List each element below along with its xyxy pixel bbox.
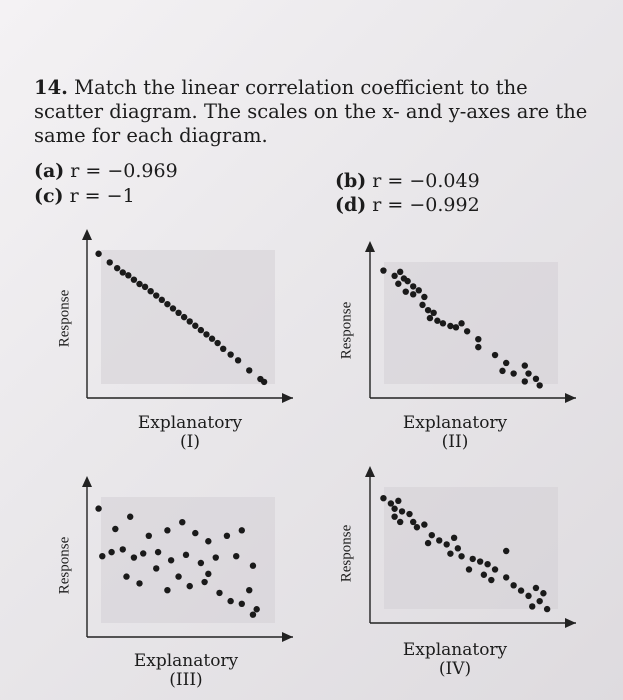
data-point: [544, 606, 550, 612]
data-point: [492, 566, 498, 572]
data-point: [175, 573, 181, 579]
data-point: [224, 533, 230, 539]
data-point: [123, 573, 129, 579]
data-point: [261, 379, 267, 385]
x-axis-arrow: [282, 393, 293, 403]
data-point: [142, 284, 148, 290]
data-point: [391, 273, 397, 279]
data-point: [187, 318, 193, 324]
data-point: [406, 511, 412, 517]
data-point: [159, 297, 165, 303]
choice-a-label: (a): [34, 160, 65, 182]
plot-iii-ylabel: Response: [56, 536, 73, 595]
data-point: [430, 310, 436, 316]
data-point: [503, 360, 509, 366]
data-point: [140, 550, 146, 556]
data-point: [164, 587, 170, 593]
choice-d: [335, 194, 480, 216]
data-point: [525, 593, 531, 599]
data-point: [503, 574, 509, 580]
y-axis-arrow: [82, 229, 92, 240]
data-point: [510, 370, 516, 376]
data-point: [399, 508, 405, 514]
data-point: [416, 287, 422, 293]
data-point: [239, 601, 245, 607]
data-point: [246, 367, 252, 373]
data-point: [227, 351, 233, 357]
data-point: [481, 572, 487, 578]
plot-shading: [384, 487, 558, 609]
data-point: [388, 500, 394, 506]
data-point: [522, 378, 528, 384]
problem-text: Match the linear correlation coefficient to the scatter diagram. The scales on the x- and y-axes are the same for each diagram.: [34, 76, 588, 147]
data-point: [164, 527, 170, 533]
data-point: [95, 251, 101, 257]
data-point: [131, 554, 137, 560]
choice-b: [335, 170, 480, 192]
data-point: [209, 336, 215, 342]
data-point: [499, 368, 505, 374]
plot-i-caption: (I): [180, 432, 200, 452]
data-point: [503, 548, 509, 554]
x-axis-arrow: [282, 632, 293, 642]
data-point: [183, 552, 189, 558]
data-point: [453, 324, 459, 330]
scatter-plot-ii: [338, 240, 578, 408]
data-point: [127, 514, 133, 520]
scatter-svg-iv: [338, 465, 578, 633]
data-point: [203, 331, 209, 337]
plot-i-xlabel: [110, 414, 270, 452]
data-point: [108, 549, 114, 555]
plot-ii-xlabel: [375, 414, 535, 452]
plot-ii-ylabel: Response: [338, 301, 355, 360]
data-point: [198, 560, 204, 566]
scatter-plot-iii: [55, 475, 295, 647]
plot-i-xlabel-text: Explanatory: [137, 413, 243, 433]
data-point: [136, 281, 142, 287]
data-point: [427, 315, 433, 321]
data-point: [391, 506, 397, 512]
data-point: [475, 336, 481, 342]
data-point: [425, 540, 431, 546]
scatter-svg-i: [55, 228, 295, 408]
data-point: [455, 545, 461, 551]
data-point: [250, 611, 256, 617]
data-point: [205, 538, 211, 544]
plot-iii-caption: (III): [169, 670, 203, 690]
data-point: [404, 278, 410, 284]
data-point: [440, 320, 446, 326]
data-point: [380, 267, 386, 273]
data-point: [403, 288, 409, 294]
data-point: [434, 318, 440, 324]
data-point: [484, 561, 490, 567]
data-point: [492, 352, 498, 358]
data-point: [425, 307, 431, 313]
plot-iii-xlabel: [106, 652, 266, 690]
data-point: [235, 357, 241, 363]
data-point: [421, 521, 427, 527]
data-point: [391, 513, 397, 519]
data-point: [522, 362, 528, 368]
data-point: [179, 519, 185, 525]
data-point: [510, 582, 516, 588]
choice-b-text: r = −0.049: [372, 170, 480, 192]
data-point: [536, 382, 542, 388]
data-point: [525, 370, 531, 376]
data-point: [395, 281, 401, 287]
data-point: [466, 566, 472, 572]
data-point: [419, 302, 425, 308]
data-point: [220, 346, 226, 352]
choice-d-label: (d): [335, 194, 367, 216]
scatter-plot-iv: [338, 465, 578, 633]
data-point: [227, 598, 233, 604]
problem-statement: [34, 76, 594, 148]
choice-b-label: (b): [335, 170, 367, 192]
data-point: [131, 276, 137, 282]
data-point: [181, 314, 187, 320]
data-point: [114, 265, 120, 271]
data-point: [410, 291, 416, 297]
plot-ii-caption: (II): [441, 432, 469, 452]
choice-d-text: r = −0.992: [372, 194, 480, 216]
data-point: [153, 565, 159, 571]
data-point: [529, 603, 535, 609]
scatter-svg-ii: [338, 240, 578, 408]
plot-iv-caption: (IV): [438, 659, 472, 679]
data-point: [443, 541, 449, 547]
data-point: [216, 590, 222, 596]
data-point: [458, 553, 464, 559]
data-point: [447, 323, 453, 329]
y-axis-arrow: [365, 241, 375, 252]
x-axis-arrow: [565, 393, 576, 403]
data-point: [410, 283, 416, 289]
plot-iv-xlabel: [375, 641, 535, 679]
data-point: [421, 294, 427, 300]
data-point: [192, 530, 198, 536]
data-point: [201, 579, 207, 585]
x-axis-arrow: [565, 618, 576, 628]
data-point: [397, 519, 403, 525]
data-point: [470, 556, 476, 562]
plot-iv-ylabel: Response: [338, 524, 355, 583]
data-point: [410, 519, 416, 525]
data-point: [192, 323, 198, 329]
plot-shading: [101, 250, 275, 384]
data-point: [175, 310, 181, 316]
choice-c: [34, 185, 135, 207]
problem-number: 14.: [34, 76, 68, 99]
plot-shading: [101, 497, 275, 623]
data-point: [250, 563, 256, 569]
choice-a: [34, 160, 178, 182]
data-point: [146, 533, 152, 539]
data-point: [447, 550, 453, 556]
data-point: [107, 259, 113, 265]
data-point: [120, 269, 126, 275]
plot-iv-xlabel-text: Explanatory: [402, 640, 508, 660]
plot-i-ylabel: Response: [56, 289, 73, 348]
data-point: [187, 583, 193, 589]
data-point: [533, 585, 539, 591]
data-point: [125, 272, 131, 278]
scatter-plot-i: [55, 228, 295, 408]
data-point: [436, 537, 442, 543]
data-point: [147, 288, 153, 294]
data-point: [380, 495, 386, 501]
data-point: [214, 340, 220, 346]
data-point: [205, 571, 211, 577]
data-point: [170, 305, 176, 311]
data-point: [475, 344, 481, 350]
data-point: [253, 606, 259, 612]
data-point: [239, 527, 245, 533]
y-axis-arrow: [82, 476, 92, 487]
data-point: [488, 577, 494, 583]
data-point: [155, 549, 161, 555]
plot-ii-xlabel-text: Explanatory: [402, 413, 508, 433]
data-point: [136, 580, 142, 586]
data-point: [518, 587, 524, 593]
data-point: [99, 553, 105, 559]
data-point: [213, 554, 219, 560]
data-point: [536, 598, 542, 604]
data-point: [397, 269, 403, 275]
data-point: [95, 505, 101, 511]
data-point: [246, 587, 252, 593]
y-axis-arrow: [365, 466, 375, 477]
data-point: [477, 558, 483, 564]
data-point: [533, 376, 539, 382]
data-point: [233, 553, 239, 559]
plot-iii-xlabel-text: Explanatory: [133, 651, 239, 671]
data-point: [458, 320, 464, 326]
data-point: [395, 498, 401, 504]
data-point: [112, 526, 118, 532]
data-point: [168, 557, 174, 563]
data-point: [464, 328, 470, 334]
data-point: [451, 535, 457, 541]
scatter-svg-iii: [55, 475, 295, 647]
choice-c-text: r = −1: [69, 185, 135, 207]
choice-c-label: (c): [34, 185, 64, 207]
data-point: [153, 292, 159, 298]
data-point: [198, 327, 204, 333]
data-point: [540, 590, 546, 596]
data-point: [429, 532, 435, 538]
data-point: [164, 301, 170, 307]
choice-a-text: r = −0.969: [70, 160, 178, 182]
data-point: [414, 524, 420, 530]
data-point: [120, 546, 126, 552]
